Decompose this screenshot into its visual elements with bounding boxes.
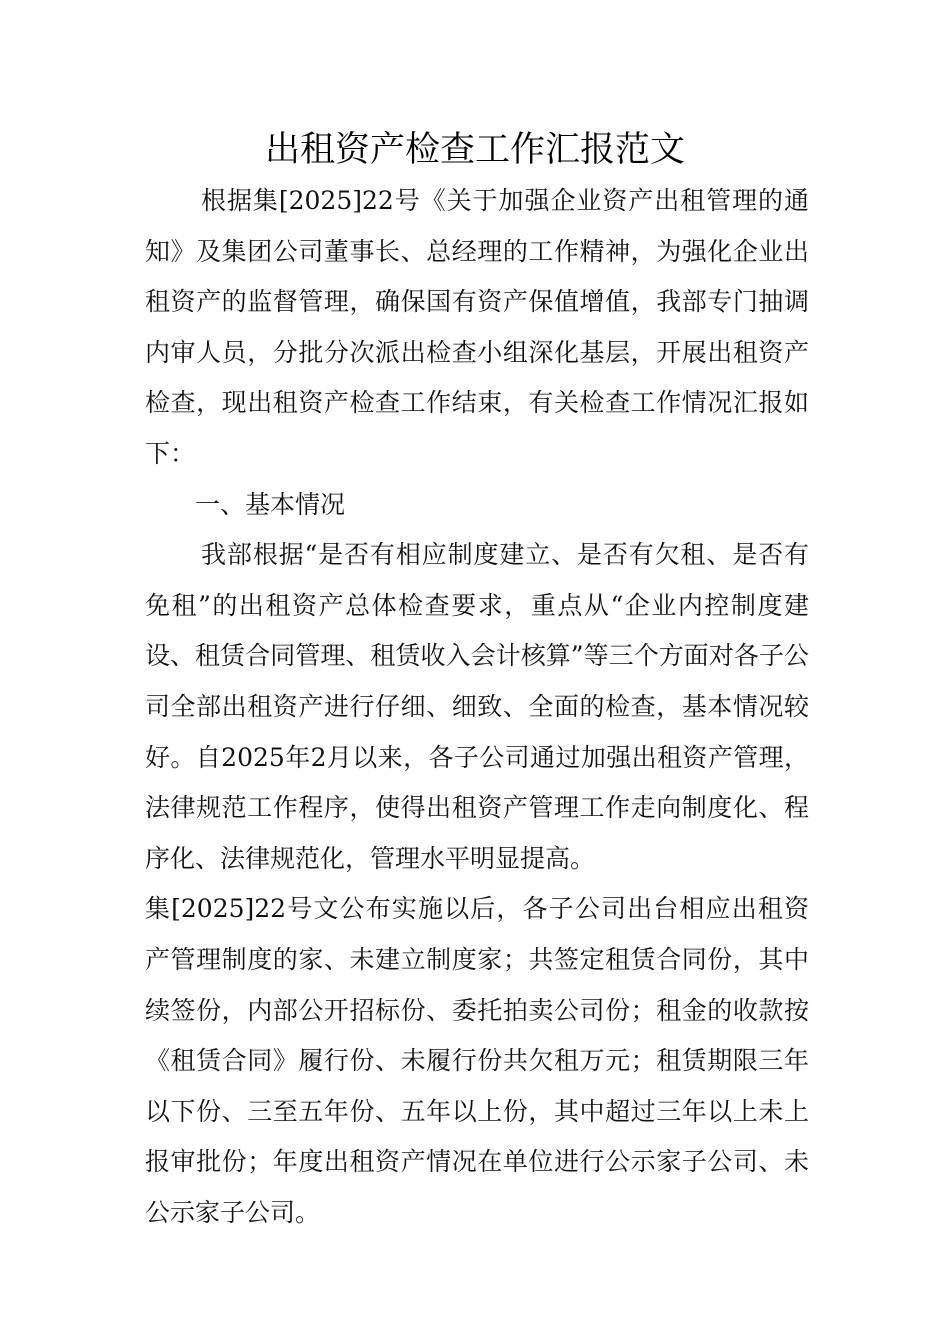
- document-body: [145, 176, 809, 1238]
- implementation-paragraph: 集[2025]22号文公布实施以后，各子公司出台相应出租资产管理制度的家、未建立制度家；共签定租赁合同份，其中续签份，内部公开招标份、委托拍卖公司份；租金的收款按《租赁合同》履行份、未履行份共欠租万元；租赁期限三年以下份、三至五年份、五年以上份，其中超过三年以上未上报审批份；年度出租资产情况在单位进行公示家子公司、未公示家子公司。: [145, 894, 809, 1227]
- section-heading-basic-situation: 一、基本情况: [195, 489, 346, 519]
- basic-situation-paragraph: 我部根据“是否有相应制度建立、是否有欠租、是否有免租”的出租资产总体检查要求，重点从“企业内控制度建设、租赁合同管理、租赁收入会计核算”等三个方面对各子公司全部出租资产进行仔细、细致、全面的检查，基本情况较好。自2025年2月以来，各子公司通过加强出租资产管理，法律规范工作程序，使得出租资产管理工作走向制度化、程序化、法律规范化，管理水平明显提高。: [145, 540, 809, 873]
- intro-paragraph: 根据集[2025]22号《关于加强企业资产出租管理的通知》及集团公司董事长、总经理的工作精神，为强化企业出租资产的监督管理，确保国有资产保值增值，我部专门抽调内审人员，分批分次派出检查小组深化基层，开展出租资产检查，现出租资产检查工作结束，有关检查工作情况汇报如下：: [145, 186, 809, 468]
- document-title: 出租资产检查工作汇报范文: [264, 130, 685, 170]
